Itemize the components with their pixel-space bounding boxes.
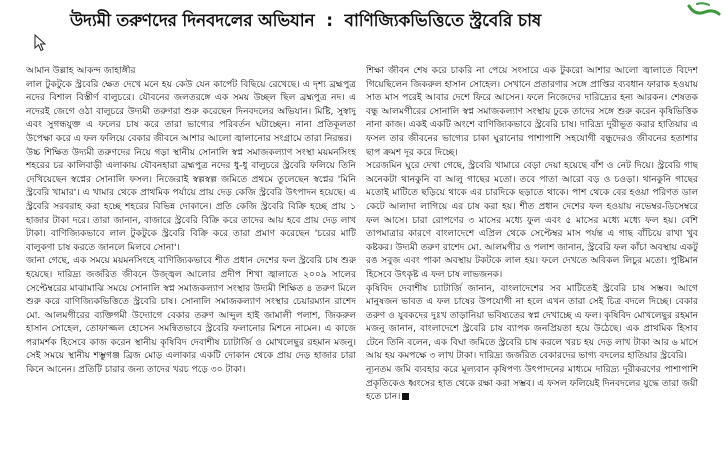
- article-paragraph: জানা গেছে, এক সময়ে ময়মনসিংহে বাণিজ্যিকভাবে শীত প্রধান দেশের ফল স্ট্রবেরি চাষ শুরু হয়েছে। দারিদ্র্য জর্জরিত জীবনে উজ্জ্বল আলোর প্রদীপ শিখা জ্বালাতে ২০০৯ সালের সেপ্টেম্বরের মাঝামাঝি সময়ে সোনালি স্বপ্ন সমাজকল্যাণ সংস্থার উদ্যমী শিক্ষিত ৪ তরুণ মিলে শুরু করে বাণিজ্যিকভিত্তিতে স্ট্রবেরি চাষ। সোনালি সমাজকল্যাণ সংস্থার চেয়ারম্যান রাশেদ মো. আলমগীরের ব্যক্তিগমী উদ্যোগে বেকার তরুণ আব্দুল হাই জামালী পলাশ, জিকরুল হাসান সোহেল, তোফাজ্জল হোসেন সমন্বিতভাবে স্ট্রবেরি ফলানোর মিশনে নামেন। এ কাজে পরামর্শক হিসেবে কাজ করেন স্থানীয় কৃষিবিদ দেবাশীষ চ্যাটার্জি ও মোখলেছুর রহমান মজনু। সেই সময়ে স্থানীয় শম্ভুগঞ্জ ব্রিজ মোড় এলাকার একটি দোকান থেকে প্রায় দেড় হাজার চারা কিনে আনেন। প্রতিটি চারার জন্য তাদের খরচ পড়ে ৩০ টাকা।: [26, 256, 356, 376]
- article-byline: আমান উল্লাহ আকন্দ জাহাঙ্গীর: [26, 66, 136, 76]
- article-column-left: [26, 65, 356, 447]
- logo-swoosh-icon: [683, 0, 723, 20]
- mouse-pointer-icon: [34, 34, 46, 56]
- headline-sub: বাণিজ্যিকভিত্তিতে স্ট্রবেরি চাষ: [344, 11, 541, 31]
- article-paragraph: শিক্ষা জীবন শেষ করে চাকরি না পেয়ে সংসারে এক টুকরো আশার আলো জ্বালাতে বিদেশ গিয়েছিলেন জিকরুল হাসান সোহেল। সেখানে প্রতারণার সঙ্গে প্রাপ্তির ব্যবধান ফারাক হওয়ায় সাত মাস পরেই আবার দেশে ফিরে আসেন। ফলে নিজেদের দারিদ্র্যের হন্য আরকন। শেষতক বন্ধু আলমগীরের সোনালি স্বপ্ন সমাজকল্যাণ সংস্থায় ঢুকে তাদের সঙ্গে শুরু করেন কৃষিভিত্তিক নানা কাজ। একই একটি অংশে বাণিজ্যিকভাবে স্ট্রবেরি চাষ। দারিদ্র্য দুরীভূত করার হাতিয়ার এ ফসল তার জীবনের ভাগ্যের চাকা ঘুরানোর পাশাপাশি সহযোগী বন্ধুদেরও জীবনের হতাশার ছাপ ক্রমশ দূর করে দিচ্ছে।: [366, 66, 698, 158]
- article-paragraph: [366, 364, 698, 405]
- headline-separator: :: [326, 11, 333, 31]
- article-column-right: [366, 65, 698, 447]
- end-of-article-mark: [402, 393, 409, 400]
- article-paragraph: উচ্চ শিক্ষিত উদ্যমী তরুণদের নিয়ে গড়া স্থানীয় সোনালি স্বপ্ন সমাজকল্যাণ সংস্থা ময়মনসিংহ শহরের চর কালিবাড়ী এলাকায় যৌবনহারা ব্রহ্মপুত্র নদের ধু-ধু বালুচরে স্ট্রবেরি ফলিয়ে তিনি দেখিয়েছেন স্বপ্নের সোনালি ফসল। নিজেরাই স্বল্পস্বল্প জমিতে প্রথমে তুলেছেন স্বপ্নের 'মিনি স্ট্রবেরি খামার'। এ খামার থেকে প্রাথমিক পর্যায়ে প্রায় দেড় কেজি স্ট্রবেরি উৎপাদন হয়েছে। এ স্ট্রবেরি সরবরাহ করা হচ্ছে শহরের বিভিন্ন দোকানে। প্রতি কেজি স্ট্রবেরি বিক্রি হচ্ছে প্রায় ১ হাজার টাকা দরে। তারা জানান, বাজারে স্ট্রবেরি বিক্রি করে তাদের আয় হবে প্রায় দেড় লাখ টাকা। বাণিজ্যিকভাবে লাল টুকটুকে স্ট্রবেরি বিক্রি করে তারা প্রমাণ করেছেন 'চরের মাটি বালুকণা চাষ করতে জানলে মিলবে সোনা'।: [26, 147, 356, 253]
- newspaper-logo-fragment: [683, 0, 723, 20]
- headline-main: উদ্যমী তরুণদের দিনবদলের অভিযান: [70, 11, 315, 31]
- article-paragraph-text: ন্যূনতম জমি ব্যবহার করে মূল্যবান কৃষিপণ্য উৎপাদনের মাধ্যমে দারিদ্র্য দূরীকরণের পাশাপাশি প্রকৃতিকেও ধ্বংসের হাত থেকে রক্ষা করা সম্ভব। এ ফসল ফলিয়েই দিনবদলের যুদ্ধে তারা জয়ী হতে চান।: [366, 365, 698, 403]
- headline: [70, 8, 680, 36]
- article-paragraph: লাল টুকটুকে স্ট্রবেরি ক্ষেত দেখে মনে হয় কেউ যেন কার্পেট বিছিয়ে রেখেছে। এ দৃশ্য ব্রহ্মপুত্র নদের বিশাল বিস্তীর্ণ বালুচরে। যৌবনের জলতরঙ্গে এক সময় উচ্ছল ছিল ব্রহ্মপুত্র নদ। এ নদেরই জেগে ওঠা বালুচরে উদ্যমী তরুণরা শুরু করেছেন দিনবদলের অভিযান। মিষ্টি, সুস্বাদু এবং সুগন্ধযুক্ত এ ফলের চাষ করে তারা ভাগ্যের পরিবর্তন ঘটাচ্ছেন। নানা প্রতিকূলতা উপেক্ষা করে এ ফল ফলিয়ে বেকার জীবনে আশার আলো জ্বালানোর সংগ্রামে তারা নিরন্তর।: [26, 79, 356, 144]
- article-paragraph: সরেজমিন ঘুরে দেখা গেছে, স্ট্রবেরি খামারে বেড়া দেয়া হয়েছে বাঁশ ও নেট দিয়ে। স্ট্রবেরি গাছ অনেকটা থানকুনি বা আলু গাছের মতো। তবে পাতা আরো বড় ও চওড়া। থানকুনি গাছের মতোই মাটিতে ছড়িয়ে থাকে এর চারদিকে ছড়াতে থাকে। পাশ থেকে বের হওয়া পরিণত ডাল কেটে আলাদা লাগিয়ে এর চাষ করা হয়। শীত প্রধান দেশের ফল হওয়ায় নভেম্বর-ডিসেম্বরে ফল আসে। চারা রোপণের ৩ মাসের মধ্যে ফুল এবং ৫ মাসের মধ্যে মধ্যে ফল হয়। বেশি তাপমাত্রার কারণে বাংলাদেশে এপ্রিল থেকে সেপ্টেম্বর মাস পর্যন্ত এ গাছ বাঁচিয়ে রাখা খুব কষ্টকর। উদ্যমী তরুণ রাশেদ মো. আলমগীর ও পলাশ জানান, স্ট্রবেরি ফল কাঁচা অবস্থায় একটু রঙ সবুজ এবং পাকা অবস্থায় টকটকে লাল হয়। ফলে দেখতে অবিকল লিচুর মতো। পুষ্টিমান হিসেবে উৎকৃষ্ট এ ফল চাষ লাভজনক।: [366, 161, 698, 280]
- article-paragraph: কৃষিবিদ দেবাশীষ চ্যাটার্জি জানান, বাংলাদেশের সব মাটিতেই স্ট্রবেরি চাষ সম্ভব। আগে মানুষজন ভাবত এ ফল চাষের উপযোগী না হলে এখন তারা সেই চিত্র বদলে দিচ্ছে। বেকার তরুণ ও যুবকদের দুঃখ তাড়ানিয়া ভবিষ্যতের স্বপ্ন দেখাচ্ছে এ ফল। কৃষিবিদ মোখলেছুর রহমান মজনু জানান, বাংলাদেশে স্ট্রবেরি চাষ ব্যাপক জনপ্রিয়তা হয়ে উঠেছে। এক প্রাথমিক হিসাব টেনে তিনি বলেন, এক বিঘা জমিতে স্ট্রবেরি চাষ করলে খরচ হয় দেড় লাখ টাকা আর ৬ মাসে আয় হয় কমপক্ষে ৩ লাখ টাকা। দারিদ্র্য জর্জরিত বেকারদের ভাগ্য বদলের হাতিয়ার স্ট্রবেরি।: [366, 283, 698, 362]
